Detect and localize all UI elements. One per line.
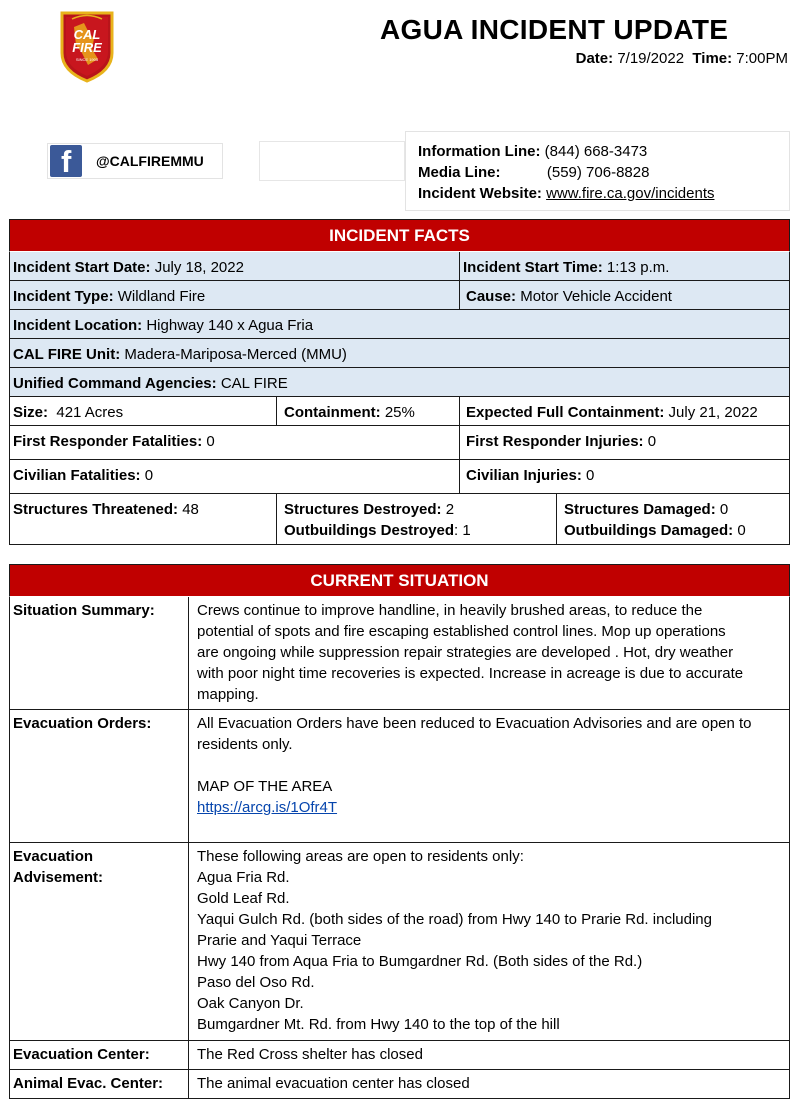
calfire-shield-icon: [58, 9, 116, 83]
evacuation-advisement-row: [9, 843, 790, 1041]
facebook-icon[interactable]: f: [50, 145, 82, 177]
evacuation-advisement-label: Evacuation Advisement:: [10, 843, 189, 1040]
time-label: Time:: [692, 50, 733, 67]
info-line: [418, 143, 647, 160]
agencies-cell: Unified Command Agencies: CAL FIRE: [13, 375, 288, 392]
table-row: [9, 339, 790, 368]
situation-summary-text: Crews continue to improve handline, in heavily brushed areas, to reduce the potential of spots and fire escaping established control lines. Mop up operations are ongoing while suppression repair strategies are developed . Hot, dry weather with poor night time recoveries is expected. Increase in acreage is due to accurate mapping.: [197, 602, 744, 703]
civ-injuries-cell: Civilian Injuries: 0: [459, 460, 789, 493]
incident-facts-heading: INCIDENT FACTS: [9, 219, 790, 252]
animal-center-row: [9, 1070, 790, 1099]
situation-summary-row: [9, 597, 790, 710]
situation-summary-label: Situation Summary:: [10, 597, 189, 709]
website-line: [418, 185, 714, 202]
evacuation-center-label: Evacuation Center:: [10, 1041, 189, 1069]
table-row: [9, 252, 790, 281]
fr-fatalities-cell: First Responder Fatalities: 0: [13, 433, 215, 450]
structures-damaged-cell: Structures Damaged: 0 Outbuildings Damaged: 0: [556, 494, 789, 544]
animal-center-label: Animal Evac. Center:: [10, 1070, 189, 1098]
calfire-unit-cell: CAL FIRE Unit: Madera-Mariposa-Merced (MMU): [13, 346, 347, 363]
date-time-line: [576, 50, 788, 67]
map-label: MAP OF THE AREA: [197, 778, 333, 795]
svg-text:CAL: CAL: [73, 27, 101, 42]
current-situation-table: [9, 564, 790, 1099]
info-line-label: Information Line:: [418, 143, 541, 160]
website-label: Incident Website:: [418, 185, 542, 202]
table-row: [9, 460, 790, 494]
page-title: AGUA INCIDENT UPDATE: [380, 14, 729, 45]
calfire-logo: [58, 9, 116, 83]
evacuation-center-row: [9, 1041, 790, 1070]
website-link[interactable]: www.fire.ca.gov/incidents: [546, 185, 715, 202]
evacuation-center-text: The Red Cross shelter has closed: [197, 1046, 423, 1063]
info-line-value: (844) 668-3473: [544, 143, 648, 160]
incident-facts-table: [9, 219, 790, 545]
animal-center-text: The animal evacuation center has closed: [197, 1075, 470, 1092]
structures-threatened-cell: Structures Threatened: 48: [13, 501, 199, 518]
media-line-value: (559) 706-8828: [546, 164, 650, 181]
table-row: [9, 426, 790, 460]
time-value: 7:00PM: [736, 50, 788, 67]
evacuation-advisement-text: These following areas are open to residents only: Agua Fria Rd. Gold Leaf Rd. Yaqui Gulch Rd. (both sides of the road) from Hwy 140 to Prarie Rd. including Prarie and Yaqui Terrace Hwy 140 from Aqua Fria to Bumgardner Rd. (Both sides of the Rd.) Paso del Oso Rd. Oak Canyon Dr. Bumgardner Mt. Rd. from Hwy 140 to the top of the hill: [197, 848, 712, 1033]
table-row: [9, 368, 790, 397]
map-link[interactable]: https://arcg.is/1Ofr4T: [197, 799, 338, 816]
start-date-cell: Incident Start Date: July 18, 2022: [13, 259, 244, 276]
svg-text:SINCE 1905: SINCE 1905: [75, 57, 99, 62]
media-line-label: Media Line:: [418, 164, 501, 181]
svg-text:FIRE: FIRE: [72, 40, 102, 55]
blank-box: [259, 141, 405, 181]
structures-destroyed-cell: Structures Destroyed: 2 Outbuildings Destroyed: 1: [276, 494, 556, 544]
facebook-badge[interactable]: [47, 143, 223, 179]
table-row: [9, 397, 790, 426]
size-cell: Size: 421 Acres: [13, 404, 124, 421]
incident-location-cell: Incident Location: Highway 140 x Agua Fria: [13, 317, 314, 334]
table-row: [9, 281, 790, 310]
current-situation-heading: CURRENT SITUATION: [9, 564, 790, 597]
civ-fatalities-cell: Civilian Fatalities: 0: [13, 467, 154, 484]
cause-cell: Cause: Motor Vehicle Accident: [459, 281, 789, 309]
table-row: [9, 310, 790, 339]
fr-injuries-cell: First Responder Injuries: 0: [459, 426, 789, 459]
evacuation-orders-row: [9, 710, 790, 843]
contact-info: [405, 131, 790, 211]
media-line: [418, 164, 649, 181]
evacuation-orders-text: All Evacuation Orders have been reduced to Evacuation Advisories and are open to residents only. MAP OF THE AREA https://arcg.is/1Ofr4T: [189, 710, 789, 842]
incident-type-cell: Incident Type: Wildland Fire: [13, 288, 206, 305]
containment-cell: Containment: 25%: [276, 397, 459, 425]
facebook-handle[interactable]: @CALFIREMMU: [96, 153, 204, 169]
start-time-cell: Incident Start Time: 1:13 p.m.: [459, 252, 789, 280]
evacuation-orders-label: Evacuation Orders:: [10, 710, 189, 842]
expected-containment-cell: Expected Full Containment: July 21, 2022: [459, 397, 789, 425]
date-label: Date:: [575, 50, 614, 67]
table-row: [9, 494, 790, 545]
date-value: 7/19/2022: [617, 50, 685, 67]
